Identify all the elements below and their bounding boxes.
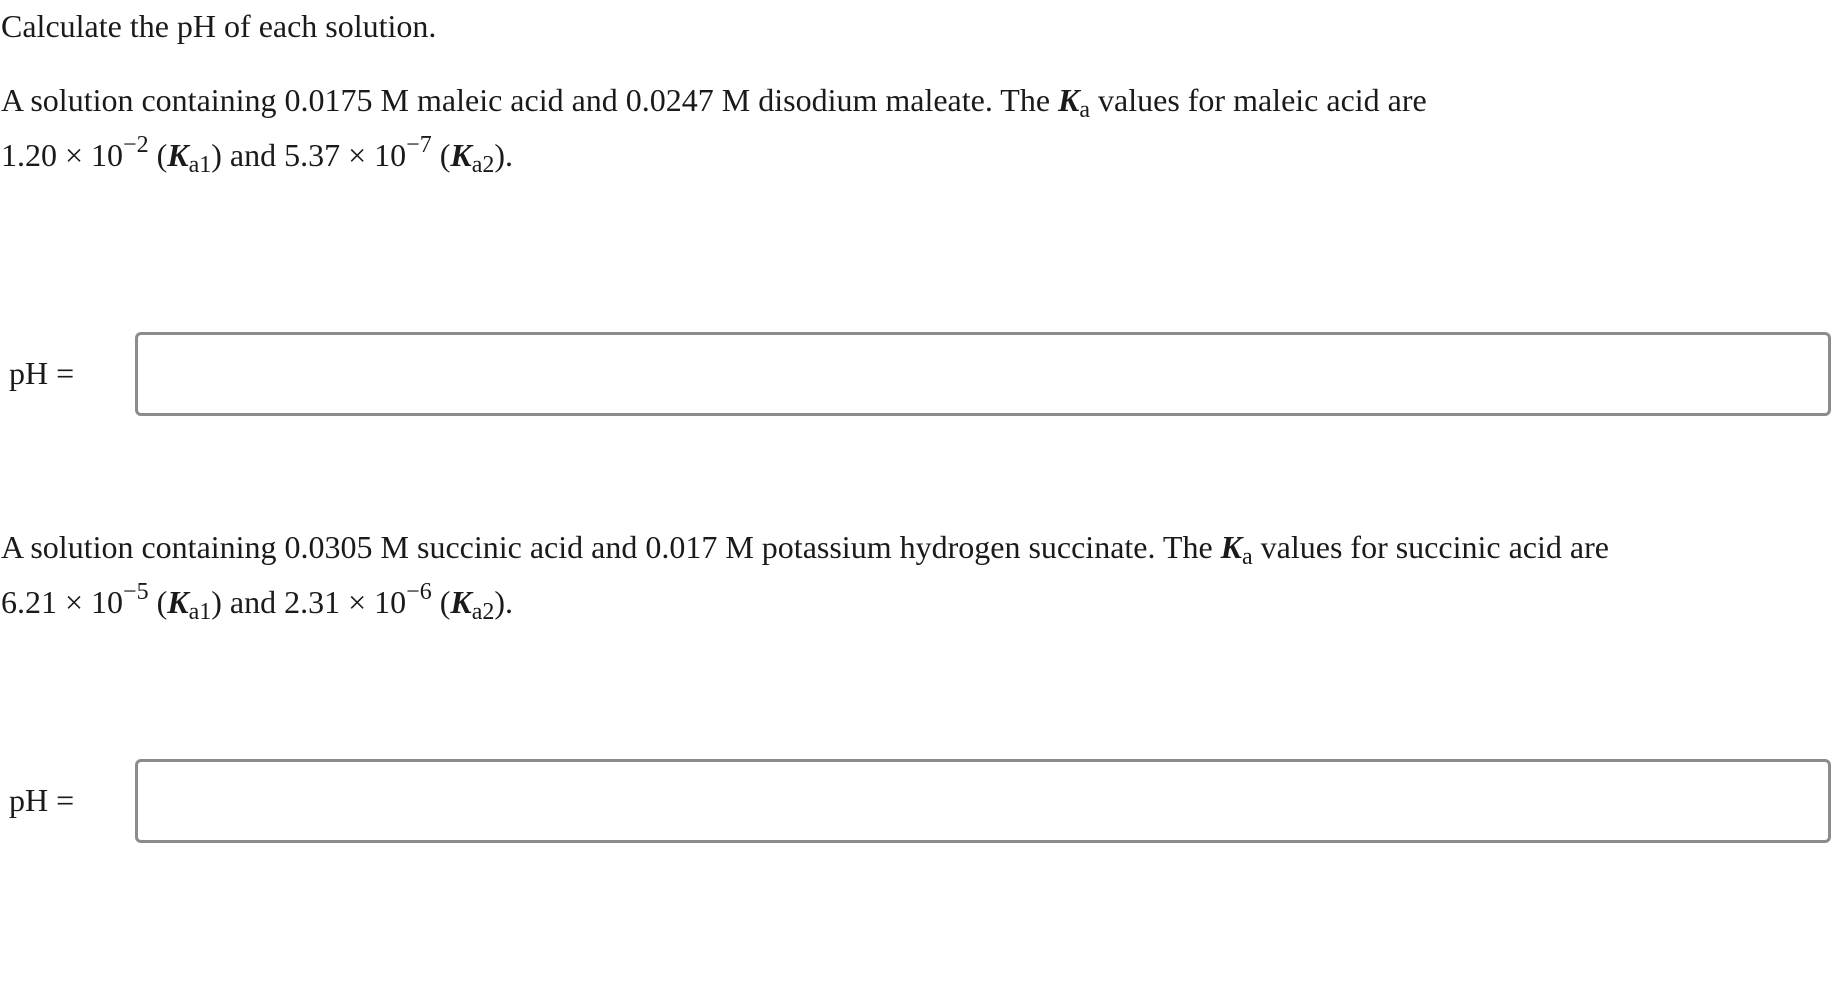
ka2-symbol: $K_{a2}$ [450, 584, 495, 625]
problem-2-text: A solution containing 0.0305 M succinic acid and 0.017 M potassium hydrogen succinate. The [1, 529, 1221, 565]
problem-1-statement [1, 73, 1427, 183]
ka1-exponent: −5 [123, 579, 149, 605]
ph-label: pH = [9, 782, 75, 818]
answer-row-2 [0, 759, 1839, 843]
problem-1-line-1: A solution containing 0.0175 M maleic acid and 0.0247 M disodium maleate. The $K_a$ values for maleic acid are [1, 82, 1427, 123]
ph-answer-input-1[interactable] [135, 332, 1831, 416]
ka1-exponent: −2 [123, 132, 149, 158]
ka2-exponent: −6 [406, 579, 432, 605]
problem-2-statement [1, 520, 1609, 630]
answer-row-1 [0, 332, 1839, 416]
ka1-value: 6.21 × 10 [1, 584, 124, 620]
problem-1-text: A solution containing 0.0175 M maleic acid and 0.0247 M disodium maleate. The [1, 82, 1059, 118]
problem-1-line-2: $1.20 \times 10^{-2}$ $(K_{a1})$ and $5.37 \times 10^{-7}$ $(K_{a2})$. [1, 132, 514, 178]
ka2-value: 2.31 × 10 [284, 584, 407, 620]
ka1-value: 1.20 × 10 [1, 137, 124, 173]
question-intro: Calculate the pH of each solution. [1, 8, 437, 44]
ka1-symbol: $K_{a1}$ [167, 137, 212, 178]
ph-label: pH = [9, 355, 75, 391]
problem-2-line-2: $6.21 \times 10^{-5}$ $(K_{a1})$ and $2.31 \times 10^{-6}$ $(K_{a2})$. [1, 579, 514, 625]
ka-symbol: $K_a$ [1058, 82, 1091, 123]
ka-symbol: $K_a$ [1220, 529, 1253, 570]
ka2-exponent: −7 [406, 132, 432, 158]
ph-answer-input-2[interactable] [135, 759, 1831, 843]
ka1-symbol: $K_{a1}$ [167, 584, 212, 625]
ka2-value: 5.37 × 10 [284, 137, 407, 173]
ka2-symbol: $K_{a2}$ [450, 137, 495, 178]
problem-2-line-1: A solution containing 0.0305 M succinic acid and 0.017 M potassium hydrogen succinate. The $K_a$ values for succinic acid are [1, 529, 1609, 570]
